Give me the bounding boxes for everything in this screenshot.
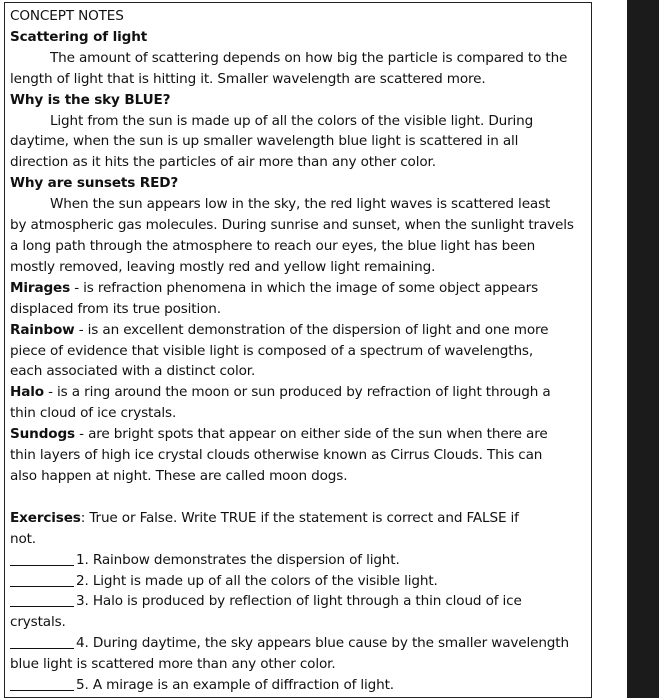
term-rainbow: Rainbow (10, 321, 75, 338)
answer-blank[interactable] (10, 551, 74, 566)
exercise-text: 2. Light is made up of all the colors of the visible light. (76, 572, 438, 589)
exercise-text: 3. Halo is produced by reflection of light through a thin cloud of ice (76, 593, 522, 610)
spacer (10, 487, 592, 508)
paragraph-line: thin cloud of ice crystals. (10, 405, 177, 422)
paragraph-line: daytime, when the sun is up smaller wavelength blue light is scattered in all (10, 133, 519, 150)
paragraph-line: each associated with a distinct color. (10, 363, 256, 380)
definition-sundogs (10, 424, 592, 445)
answer-blank[interactable] (10, 572, 74, 587)
exercises-instruction (10, 508, 592, 529)
definition-text: - is a ring around the moon or sun produced by refraction of light through a (43, 384, 551, 401)
paragraph-line: piece of evidence that visible light is composed of a spectrum of wavelengths, (10, 342, 534, 359)
paragraph-line: When the sun appears low in the sky, the red light waves is scattered least (50, 196, 551, 213)
exercise-item-4 (10, 633, 592, 654)
exercise-text: 4. During daytime, the sky appears blue cause by the smaller wavelength (76, 635, 569, 652)
heading-sunsets-red: Why are sunsets RED? (10, 175, 179, 192)
document-title: CONCEPT NOTES (10, 8, 124, 24)
exercise-text: 5. A mirage is an example of diffraction of light. (76, 677, 394, 694)
exercise-text-cont: crystals. (10, 614, 66, 631)
definition-text: - is an excellent demonstration of the dispersion of light and one more (74, 321, 549, 338)
paragraph-line: Light from the sun is made up of all the colors of the visible light. During (50, 112, 534, 129)
definition-halo (10, 382, 592, 403)
exercise-item-5 (10, 675, 592, 696)
paragraph-line: thin layers of high ice crystal clouds otherwise known as Cirrus Clouds. This can (10, 447, 543, 464)
paragraph-line: The amount of scattering depends on how big the particle is compared to the (50, 49, 568, 66)
term-sundogs: Sundogs (10, 426, 75, 443)
exercise-text-cont: blue light is scattered more than any other color. (10, 656, 336, 673)
instruction-text: not. (10, 530, 36, 547)
paragraph-line: length of light that is hitting it. Smaller wavelength are scattered more. (10, 70, 486, 87)
exercise-item-1 (10, 550, 592, 571)
paragraph-line: also happen at night. These are called moon dogs. (10, 467, 348, 484)
paragraph-line: displaced from its true position. (10, 300, 221, 317)
definition-rainbow (10, 320, 592, 341)
definition-text: - is refraction phenomena in which the image of some object appears (70, 279, 539, 296)
exercises-label: Exercises (10, 509, 81, 526)
viewer-dark-edge (627, 0, 659, 698)
term-mirages: Mirages (10, 279, 71, 296)
term-halo: Halo (10, 384, 44, 401)
exercise-text: 1. Rainbow demonstrates the dispersion of light. (76, 551, 400, 568)
answer-blank[interactable] (10, 592, 74, 607)
heading-scattering: Scattering of light (10, 28, 148, 45)
paragraph-line: a long path through the atmosphere to reach our eyes, the blue light has been (10, 237, 536, 254)
exercise-item-3 (10, 591, 592, 612)
definition-text: - are bright spots that appear on either side of the sun when there are (75, 426, 548, 443)
answer-blank[interactable] (10, 676, 74, 691)
heading-sky-blue: Why is the sky BLUE? (10, 91, 171, 108)
exercise-item-2 (10, 571, 592, 592)
paragraph-line: by atmospheric gas molecules. During sunrise and sunset, when the sunlight travels (10, 217, 574, 234)
paragraph-line: mostly removed, leaving mostly red and yellow light remaining. (10, 258, 436, 275)
answer-blank[interactable] (10, 634, 74, 649)
concept-notes (10, 6, 592, 696)
instruction-text: : True or False. Write TRUE if the statement is correct and FALSE if (80, 509, 519, 526)
definition-mirages (10, 278, 592, 299)
paragraph-line: direction as it hits the particles of air more than any other color. (10, 154, 436, 171)
